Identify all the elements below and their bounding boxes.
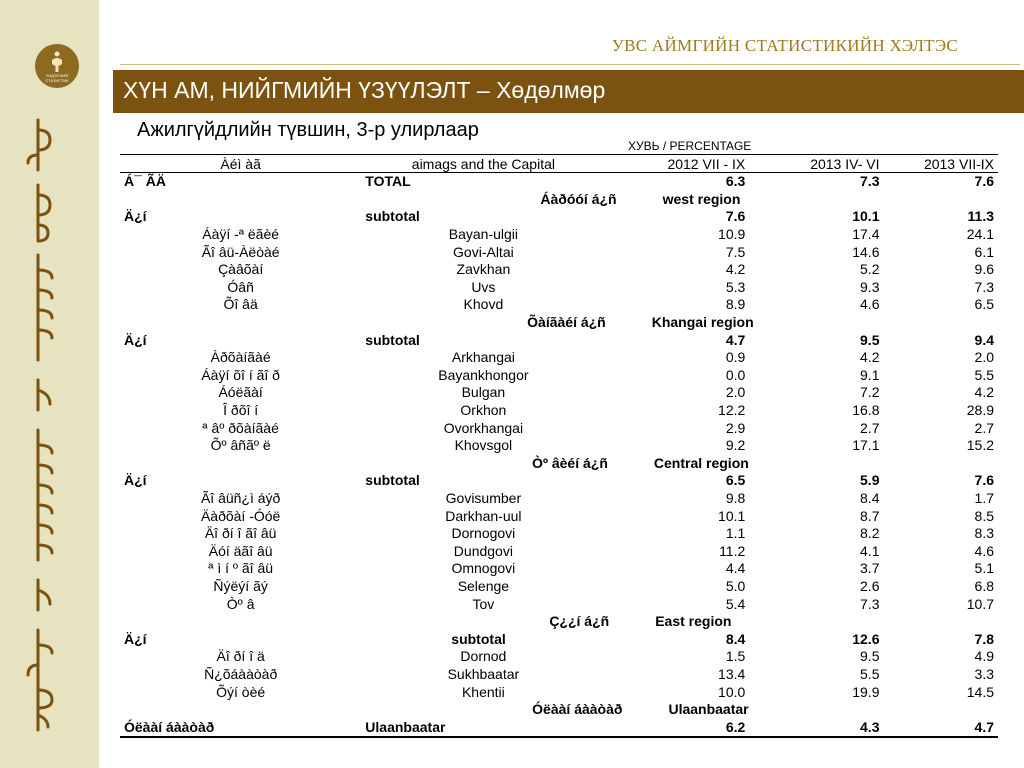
- region-name-local: Áàðóóí á¿ñ: [540, 190, 617, 207]
- subtotal-row: [120, 173, 998, 191]
- table-cell: [883, 314, 998, 332]
- table-cell: 9.5: [860, 648, 880, 665]
- unit-label: ХУВЬ / PERCENTAGE: [628, 139, 752, 153]
- table-cell: 1.1: [725, 525, 746, 542]
- table-cell: 4.6: [860, 296, 880, 313]
- table-cell: Òº â: [226, 595, 255, 612]
- table-cell: 15.2: [966, 437, 994, 454]
- table-cell: Ãî âü-Àëòàé: [201, 243, 280, 260]
- table-row: [120, 243, 998, 261]
- table-row: [120, 490, 998, 508]
- table-cell: 2.9: [725, 419, 746, 436]
- table-cell: 5.1: [974, 560, 994, 577]
- region-label: [361, 455, 883, 473]
- subtotal-row: [120, 630, 998, 648]
- table-row: [120, 578, 998, 596]
- table-cell: 17.4: [852, 226, 880, 243]
- table-cell: 12.6: [852, 630, 880, 647]
- table-cell: 9.6: [974, 261, 994, 278]
- table-row: [120, 595, 998, 613]
- column-header: 2013 VII-IX: [923, 155, 994, 172]
- table-cell: 4.2: [860, 349, 880, 366]
- table-cell: 10.9: [718, 226, 746, 243]
- table-row: [120, 437, 998, 455]
- table-cell: Àðõàíãàé: [210, 349, 271, 366]
- column-header: Àéì àã: [220, 155, 261, 172]
- header-divider: [120, 64, 1020, 65]
- table-cell: Çàâõàí: [218, 261, 264, 278]
- table-cell: Ä¿í: [124, 208, 147, 225]
- region-name-local: Óëààí áààòàð: [532, 701, 623, 718]
- table-cell: 9.4: [974, 331, 994, 348]
- table-row: [120, 384, 998, 402]
- table-cell: 8.9: [725, 296, 746, 313]
- table-cell: TOTAL: [365, 173, 411, 190]
- table-cell: Bayan-ulgii: [448, 226, 519, 243]
- region-label: [361, 613, 883, 631]
- table-cell: 9.5: [860, 331, 880, 348]
- table-cell: 4.9: [974, 648, 994, 665]
- region-header-row: [120, 701, 998, 719]
- table-cell: ª ì í º ãî âü: [208, 560, 274, 577]
- table-cell: subtotal: [365, 331, 420, 348]
- table-cell: 8.3: [974, 525, 994, 542]
- table-cell: 8.7: [860, 507, 880, 524]
- table-cell: 10.1: [852, 208, 880, 225]
- table-cell: Khovd: [463, 296, 504, 313]
- table-cell: Ñýëýí ãý: [213, 577, 268, 594]
- table-row: [120, 226, 998, 244]
- table-cell: 16.8: [852, 402, 880, 419]
- table-cell: 28.9: [966, 402, 994, 419]
- table-cell: 2.7: [860, 419, 880, 436]
- table-body: [120, 173, 998, 738]
- table-cell: 14.6: [852, 243, 880, 260]
- region-header-row: [120, 455, 998, 473]
- table-cell: [120, 613, 361, 631]
- table-cell: 6.1: [974, 243, 994, 260]
- table-cell: 5.2: [860, 261, 880, 278]
- table-cell: subtotal: [365, 208, 420, 225]
- region-label: [361, 314, 883, 332]
- region-label: [361, 701, 883, 719]
- table-cell: 7.6: [725, 208, 746, 225]
- table-cell: Ñ¿õáààòàð: [204, 665, 278, 682]
- table-header-row: [120, 155, 998, 173]
- table-cell: 14.5: [966, 683, 994, 700]
- region-name-english: west region: [662, 190, 741, 207]
- table-cell: 11.2: [719, 542, 746, 559]
- region-header-row: [120, 314, 998, 332]
- table-cell: 4.6: [974, 542, 994, 559]
- table-cell: 19.9: [852, 683, 880, 700]
- table-cell: 8.5: [974, 507, 994, 524]
- region-name-local: Õàíãàéí á¿ñ: [527, 314, 606, 331]
- table-cell: 7.6: [974, 472, 994, 489]
- table-cell: Õº âñãº ë: [210, 437, 271, 454]
- table-cell: 3.3: [974, 665, 994, 682]
- table-cell: Darkhan-uul: [445, 507, 522, 524]
- table-cell: 7.2: [860, 384, 880, 401]
- table-row: [120, 367, 998, 385]
- table-row: [120, 296, 998, 314]
- table-row: [120, 648, 998, 666]
- table-cell: 2.7: [974, 419, 994, 436]
- title-bar: [113, 70, 1024, 113]
- statistics-logo-icon: [35, 44, 79, 88]
- table-cell: Áàÿí -ª ëãèé: [202, 226, 280, 243]
- table-row: [120, 279, 998, 297]
- table-cell: 13.4: [718, 665, 746, 682]
- table-cell: Óëààí áààòàð: [124, 718, 215, 735]
- table-cell: subtotal: [451, 630, 506, 647]
- table-cell: 6.5: [725, 472, 746, 489]
- region-label: [361, 191, 883, 209]
- table-cell: 2.0: [725, 384, 746, 401]
- table-cell: Ulaanbaatar: [365, 718, 446, 735]
- table-cell: Uvs: [471, 278, 496, 295]
- table-cell: 17.1: [852, 437, 880, 454]
- table-subtitle: Ажилгүйдлийн түвшин, 3-р улирлаар: [137, 119, 479, 141]
- table-cell: Govi-Altai: [453, 243, 514, 260]
- table-cell: Äî ðí î ãî âü: [204, 525, 277, 542]
- region-name-english: East region: [655, 613, 732, 630]
- subtotal-row: [120, 718, 998, 737]
- table-cell: 7.3: [860, 173, 880, 190]
- table-cell: Õýí òèé: [216, 683, 266, 700]
- table-cell: 6.3: [725, 173, 746, 190]
- table-cell: Omnogovi: [451, 560, 516, 577]
- table-cell: Áóëãàí: [218, 384, 263, 401]
- table-cell: Ovorkhangai: [443, 419, 524, 436]
- table-cell: 10.1: [718, 507, 746, 524]
- table-cell: 10.7: [966, 595, 994, 612]
- table-cell: 4.7: [725, 331, 746, 348]
- table-cell: Áàÿí õî í ãî ð: [201, 366, 280, 383]
- table-cell: Sukhbaatar: [447, 665, 520, 682]
- table-cell: [883, 613, 998, 631]
- table-cell: [883, 701, 998, 719]
- table-cell: Orkhon: [460, 402, 507, 419]
- table-cell: 7.3: [974, 278, 994, 295]
- table-cell: Tov: [472, 595, 495, 612]
- table-cell: [120, 701, 361, 719]
- table-cell: 0.9: [725, 349, 746, 366]
- table-row: [120, 525, 998, 543]
- column-header: aimags and the Capital: [411, 155, 555, 172]
- table-cell: Ãî âüñ¿ì áýð: [200, 489, 281, 506]
- table-row: [120, 349, 998, 367]
- table-cell: 24.1: [966, 226, 994, 243]
- table-cell: Bulgan: [461, 384, 506, 401]
- column-header: 2013 IV- VI: [810, 155, 880, 172]
- table-cell: [883, 191, 998, 209]
- table-cell: Õî âä: [223, 296, 258, 313]
- table-cell: Zavkhan: [456, 261, 511, 278]
- table-cell: 8.4: [860, 489, 880, 506]
- table-cell: Arkhangai: [451, 349, 515, 366]
- table-row: [120, 507, 998, 525]
- table-cell: 7.5: [725, 243, 746, 260]
- table-cell: Ä¿í: [124, 630, 147, 647]
- table-cell: 2.0: [974, 349, 994, 366]
- table-cell: 7.3: [860, 595, 880, 612]
- table-cell: 2.6: [860, 577, 880, 594]
- table-cell: 4.2: [725, 261, 746, 278]
- region-name-english: Ulaanbaatar: [668, 701, 749, 718]
- region-name-local: Ç¿¿í á¿ñ: [549, 613, 610, 630]
- table-cell: 5.9: [860, 472, 880, 489]
- table-cell: 7.8: [974, 630, 994, 647]
- subtotal-row: [120, 472, 998, 490]
- table-row: [120, 542, 998, 560]
- table-cell: 9.3: [860, 278, 880, 295]
- table-cell: 10.0: [718, 683, 746, 700]
- table-cell: 5.4: [725, 595, 746, 612]
- table-cell: 12.2: [718, 402, 746, 419]
- table-row: [120, 419, 998, 437]
- table-cell: Ä¿í: [124, 472, 147, 489]
- table-cell: 6.5: [974, 296, 994, 313]
- region-name-english: Khangai region: [651, 314, 754, 331]
- table-cell: Äî ðí î ä: [216, 648, 265, 665]
- table-cell: 4.1: [860, 542, 880, 559]
- subtotal-row: [120, 208, 998, 226]
- table-cell: 8.2: [860, 525, 880, 542]
- organization-title: УВС АЙМГИЙН СТАТИСТИКИЙН ХЭЛТЭС: [611, 36, 958, 55]
- table-cell: [120, 455, 361, 473]
- region-header-row: [120, 191, 998, 209]
- table-row: [120, 683, 998, 701]
- table-cell: Ä¿í: [124, 331, 147, 348]
- table-cell: 6.8: [974, 577, 994, 594]
- table-cell: [120, 314, 361, 332]
- table-cell: Bayankhongor: [438, 366, 529, 383]
- table-cell: 8.4: [725, 630, 746, 647]
- mongolian-script-decoration: [8, 110, 98, 750]
- table-cell: ª âº ðõàíãàé: [202, 419, 279, 436]
- subtotal-row: [120, 331, 998, 349]
- sidebar: [0, 0, 99, 768]
- unemployment-table: [120, 154, 998, 738]
- table-cell: 6.2: [725, 718, 746, 735]
- table-cell: Á¯ ÃÄ: [124, 173, 166, 190]
- table-row: [120, 261, 998, 279]
- table-cell: Äóí äãî âü: [208, 542, 273, 559]
- table-cell: 5.0: [725, 577, 746, 594]
- logo-text: ҮНДЭСНИЙ СТАТИСТИК: [45, 73, 69, 83]
- table-cell: 3.7: [860, 560, 880, 577]
- table-cell: 7.6: [974, 173, 994, 190]
- table-row: [120, 560, 998, 578]
- table-cell: Óâñ: [227, 278, 254, 295]
- table-cell: [120, 191, 361, 209]
- table-cell: 4.7: [974, 718, 994, 735]
- table-cell: Selenge: [457, 577, 510, 594]
- region-name-english: Central region: [653, 454, 749, 471]
- table-cell: 9.2: [725, 437, 746, 454]
- table-cell: 4.4: [725, 560, 746, 577]
- table-cell: [883, 455, 998, 473]
- table-row: [120, 402, 998, 420]
- table-cell: 5.3: [725, 278, 746, 295]
- region-name-local: Òº âèéí á¿ñ: [531, 454, 608, 471]
- table-cell: Dundgovi: [453, 542, 513, 559]
- table-cell: 0.0: [725, 366, 746, 383]
- table-row: [120, 666, 998, 684]
- table-cell: 1.5: [725, 648, 746, 665]
- table-cell: Dornogovi: [451, 525, 516, 542]
- table-cell: 4.3: [860, 718, 880, 735]
- table-cell: 5.5: [860, 665, 880, 682]
- table-cell: Äàðõàí -Óóë: [200, 507, 281, 524]
- column-header: 2012 VII - IX: [667, 155, 746, 172]
- table-cell: Dornod: [460, 648, 507, 665]
- table-cell: subtotal: [365, 472, 420, 489]
- table-cell: 9.1: [860, 366, 880, 383]
- table-cell: 11.3: [967, 208, 994, 225]
- table-cell: Govisumber: [445, 489, 522, 506]
- region-header-row: [120, 613, 998, 631]
- table-cell: 1.7: [974, 489, 994, 506]
- table-cell: Khentii: [461, 683, 505, 700]
- page-title: ХҮН АМ, НИЙГМИЙН ҮЗҮҮЛЭЛТ – Хөдөлмөр: [123, 77, 606, 103]
- table-cell: 4.2: [974, 384, 994, 401]
- table-cell: Î ðõî í: [223, 402, 259, 419]
- table-cell: Khovsgol: [454, 437, 513, 454]
- table-cell: 9.8: [725, 489, 746, 506]
- table-cell: 5.5: [974, 366, 994, 383]
